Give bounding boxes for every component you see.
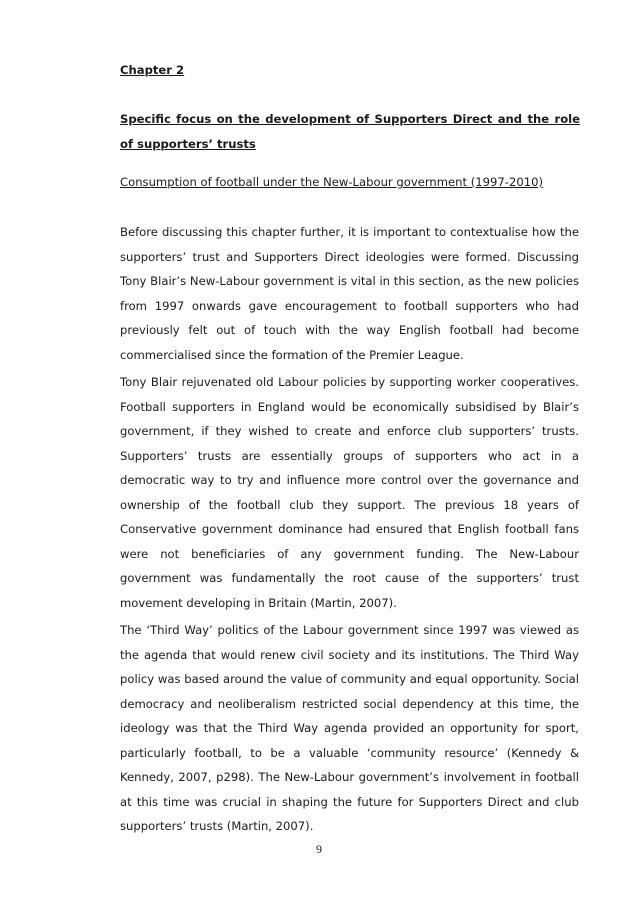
- subsection-heading: Consumption of football under the New-Labour government (1997-2010): [120, 175, 543, 189]
- section-heading: Specific focus on the development of Supporters Direct and the role of supporters’ trusts: [120, 112, 580, 151]
- body-paragraph: The ‘Third Way’ politics of the Labour government since 1997 was viewed as the agenda that would renew civil society and its institutions. The Third Way policy was based around the value of community and equal opportunity. Social democracy and neoliberalism restricted social dependency at this time, the ideology was that the Third Way agenda provided an opportunity for sport, particularly football, to be a valuable ‘community resource’ (Kennedy & Kennedy, 2007, p298). The New-Labour government’s involvement in football at this time was crucial in shaping the future for Supporters Direct and club supporters’ trusts (Martin, 2007).: [120, 623, 579, 833]
- page-number: 9: [316, 842, 322, 856]
- body-paragraph: Tony Blair rejuvenated old Labour policies by supporting worker cooperatives. Football supporters in England would be economically subsidised by Blair’s government, if they wished to create and enforce club supporters’ trusts. Supporters’ trusts are essentially groups of supporters who act in a democratic way to try and influence more control over the governance and ownership of the football club they support. The previous 18 years of Conservative government dominance had ensured that English football fans were not beneficiaries of any government funding. The New-Labour government was fundamentally the root cause of the supporters’ trust movement developing in Britain (Martin, 2007).: [120, 375, 579, 610]
- chapter-heading: Chapter 2: [120, 63, 185, 77]
- body-paragraph: Before discussing this chapter further, it is important to contextualise how the supporters’ trust and Supporters Direct ideologies were formed. Discussing Tony Blair’s New-Labour government is vital in this section, as the new policies from 1997 onwards gave encouragement to football supporters who had previously felt out of touch with the way English football had become commercialised since the formation of the Premier League.: [120, 225, 579, 362]
